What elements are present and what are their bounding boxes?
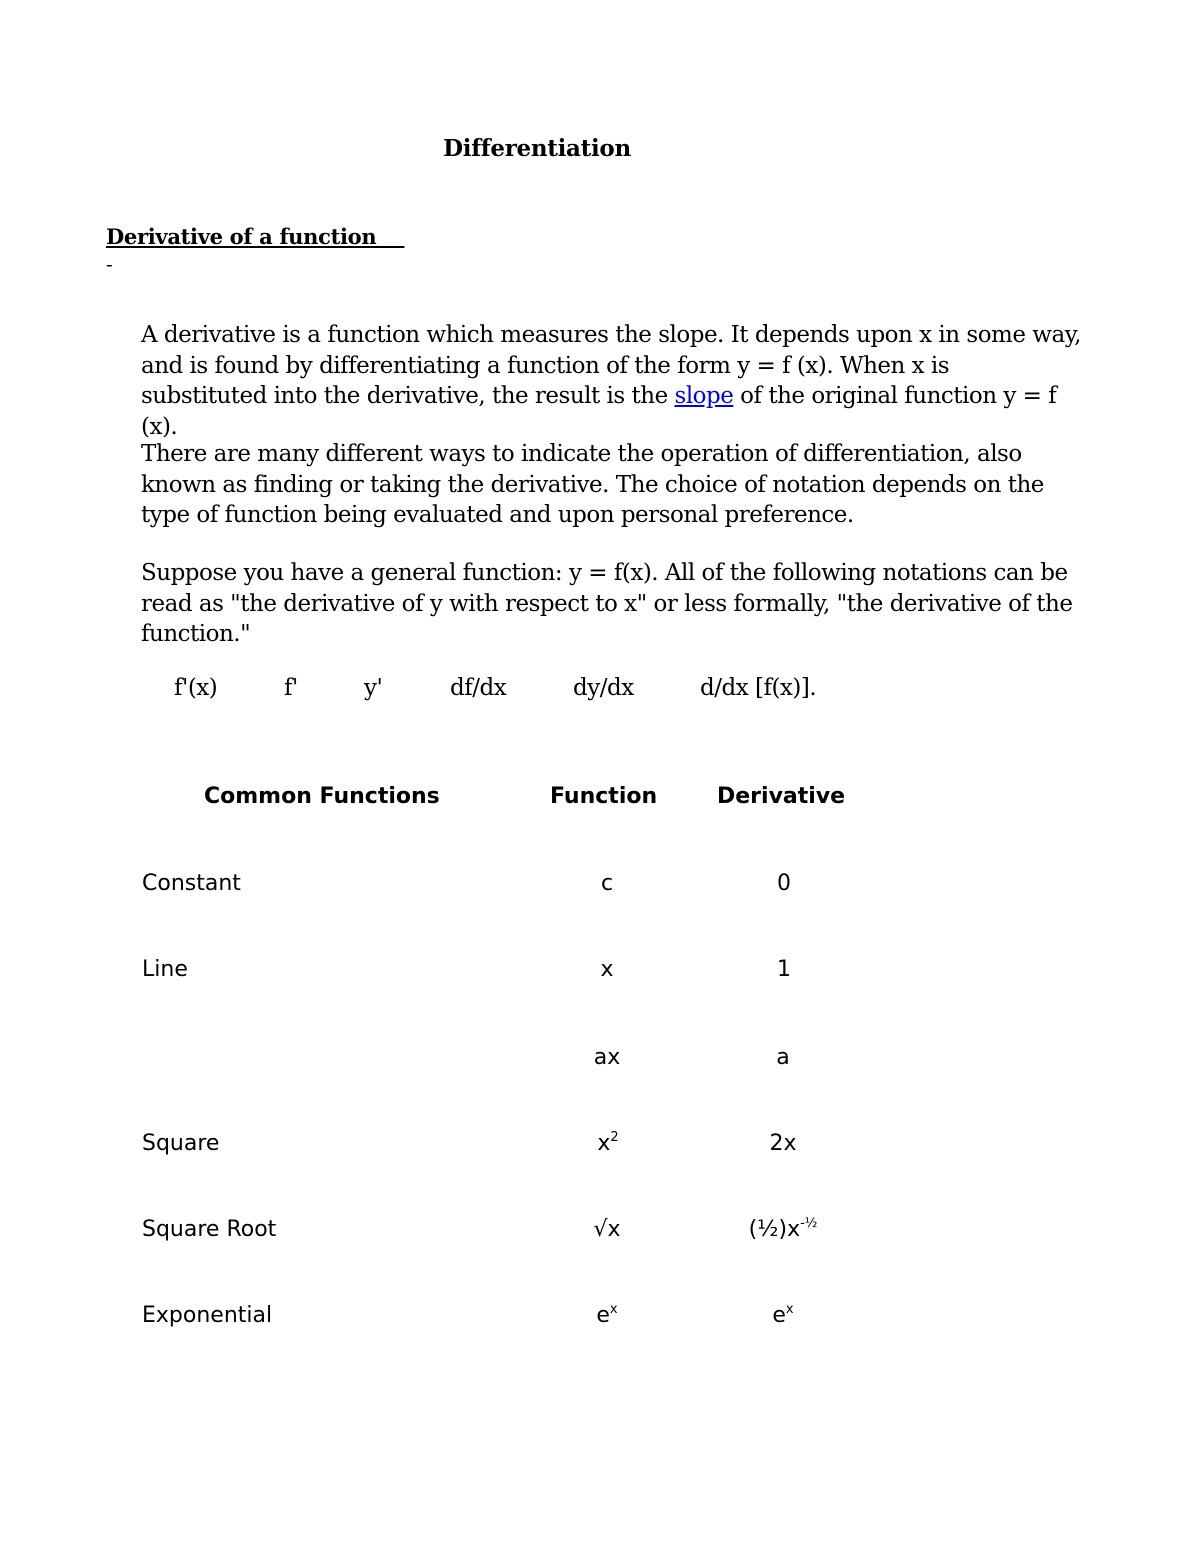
function-base: x xyxy=(597,1131,611,1156)
derivative-exponent: -½ xyxy=(800,1216,818,1231)
derivative-base: (½)x xyxy=(748,1217,801,1242)
header-derivative: Derivative xyxy=(717,784,846,809)
paragraph-notation-intro: There are many different ways to indicate the operation of differentiation, also known as finding or taking the derivative. The choice of notation depends on the type of function being evaluated and upon personal preference. xyxy=(141,441,1044,528)
row-derivative-square-root xyxy=(749,1217,818,1242)
derivative-exponent: x xyxy=(785,1302,794,1317)
row-function-exponential xyxy=(596,1303,617,1328)
derivative-base: e xyxy=(772,1303,786,1328)
row-derivative-line: 1 xyxy=(777,957,791,982)
row-name-square-root: Square Root xyxy=(142,1217,277,1242)
row-name-square: Square xyxy=(142,1131,220,1156)
paragraph-text: A derivative is a function which measures the slope. It depends upon x in some way, and is found by differentiating a function of the form y = f (x). When x is substituted into the derivative, the result is the xyxy=(141,322,1081,409)
row-name-exponential: Exponential xyxy=(142,1303,273,1328)
notation-f-prime-x: f'(x) xyxy=(174,675,218,701)
row-name-constant: Constant xyxy=(142,871,241,896)
paragraph-text: of the original function y = f (x). xyxy=(141,383,1057,440)
function-exponent: 2 xyxy=(610,1130,619,1145)
row-derivative-constant: 0 xyxy=(777,871,791,896)
row-function-square-root: √x xyxy=(593,1217,621,1242)
header-function: Function xyxy=(550,784,658,809)
document-title: Differentiation xyxy=(443,135,631,162)
row-function-square xyxy=(597,1131,618,1156)
section-heading: Derivative of a function xyxy=(106,224,405,249)
dash-marker: - xyxy=(106,252,113,276)
notation-dy-dx: dy/dx xyxy=(573,675,634,701)
notation-df-dx: df/dx xyxy=(450,675,507,701)
paragraph-derivative-definition xyxy=(141,320,1081,442)
row-function-line: x xyxy=(600,957,614,982)
paragraph-general-function: Suppose you have a general function: y = f(x). All of the following notations can be read as "the derivative of y with respect to x" or less formally, "the derivative of the function." xyxy=(141,560,1073,647)
row-name-line: Line xyxy=(142,957,188,982)
notation-d-dx-f: d/dx [f(x)]. xyxy=(700,675,817,701)
row-derivative-square: 2x xyxy=(769,1131,797,1156)
slope-link[interactable]: slope xyxy=(674,383,734,409)
notation-y-prime: y' xyxy=(364,675,383,701)
row-function-constant: c xyxy=(600,871,614,896)
function-base: e xyxy=(596,1303,610,1328)
notation-f-prime: f' xyxy=(284,675,298,701)
row-function-ax: ax xyxy=(593,1045,621,1070)
function-exponent: x xyxy=(609,1302,618,1317)
header-common-functions: Common Functions xyxy=(204,784,440,809)
row-derivative-ax: a xyxy=(776,1045,790,1070)
row-derivative-exponential xyxy=(772,1303,793,1328)
